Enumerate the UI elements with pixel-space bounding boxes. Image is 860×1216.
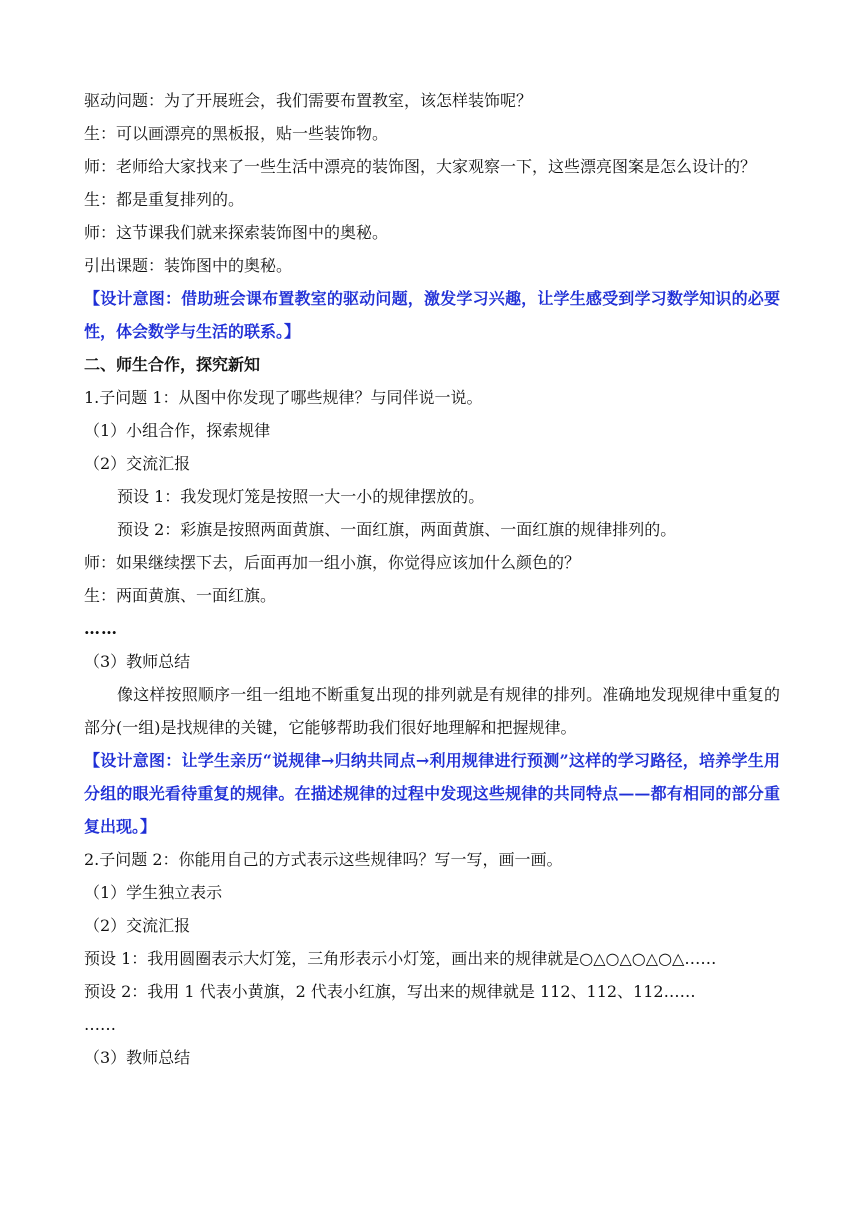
teacher-question: 师：如果继续摆下去，后面再加一组小旗，你觉得应该加什么颜色的？ bbox=[84, 553, 581, 572]
preset-numbers: 预设 2：我用 1 代表小黄旗，2 代表小红旗，写出来的规律就是 112、112、112…… bbox=[84, 982, 696, 1001]
ellipsis: …… bbox=[84, 1015, 116, 1034]
driving-question: 驱动问题：为了开展班会，我们需要布置教室，该怎样装饰呢？ bbox=[84, 91, 533, 110]
preset-1: 预设 1：我发现灯笼是按照一大一小的规律摆放的。 bbox=[117, 487, 485, 506]
sub-question-1: 1.子问题 1：从图中你发现了哪些规律？与同伴说一说。 bbox=[84, 388, 483, 407]
lesson-topic: 引出课题：装饰图中的奥秘。 bbox=[84, 256, 293, 275]
document-body bbox=[84, 84, 780, 1074]
preset-2: 预设 2：彩旗是按照两面黄旗、一面红旗，两面黄旗、一面红旗的规律排列的。 bbox=[117, 520, 677, 539]
sub-question-2: 2.子问题 2：你能用自己的方式表示这些规律吗？写一写，画一画。 bbox=[84, 850, 563, 869]
teacher-question: 师：老师给大家找来了一些生活中漂亮的装饰图，大家观察一下，这些漂亮图案是怎么设计的？ bbox=[84, 157, 757, 176]
step-summary: （3）教师总结 bbox=[84, 1048, 191, 1067]
design-intent-1: 【设计意图：借助班会课布置教室的驱动问题，激发学习兴趣，让学生感受到学习数学知识的必要性，体会数学与生活的联系。】 bbox=[84, 289, 780, 341]
step-independent: （1）学生独立表示 bbox=[84, 883, 223, 902]
preset-shapes: 预设 1：我用圆圈表示大灯笼，三角形表示小灯笼，画出来的规律就是○△○△○△○△…… bbox=[84, 949, 717, 968]
design-intent-2: 【设计意图：让学生亲历“说规律→归纳共同点→利用规律进行预测”这样的学习路径，培养学生用分组的眼光看待重复的规律。在描述规律的过程中发现这些规律的共同特点——都有相同的部分重复出现。】 bbox=[84, 751, 780, 836]
step-report: （2）交流汇报 bbox=[84, 454, 191, 473]
section-heading: 二、师生合作，探究新知 bbox=[84, 355, 261, 374]
student-answer: 生：两面黄旗、一面红旗。 bbox=[84, 586, 277, 605]
step-summary: （3）教师总结 bbox=[84, 652, 191, 671]
ellipsis: …… bbox=[84, 619, 118, 638]
teacher-statement: 师：这节课我们就来探索装饰图中的奥秘。 bbox=[84, 223, 389, 242]
step-report: （2）交流汇报 bbox=[84, 916, 191, 935]
teacher-summary: 像这样按照顺序一组一组地不断重复出现的排列就是有规律的排列。准确地发现规律中重复的部分(一组)是找规律的关键，它能够帮助我们很好地理解和把握规律。 bbox=[84, 685, 780, 737]
step-group-work: （1）小组合作，探索规律 bbox=[84, 421, 271, 440]
student-answer: 生：可以画漂亮的黑板报，贴一些装饰物。 bbox=[84, 124, 389, 143]
student-answer: 生：都是重复排列的。 bbox=[84, 190, 245, 209]
